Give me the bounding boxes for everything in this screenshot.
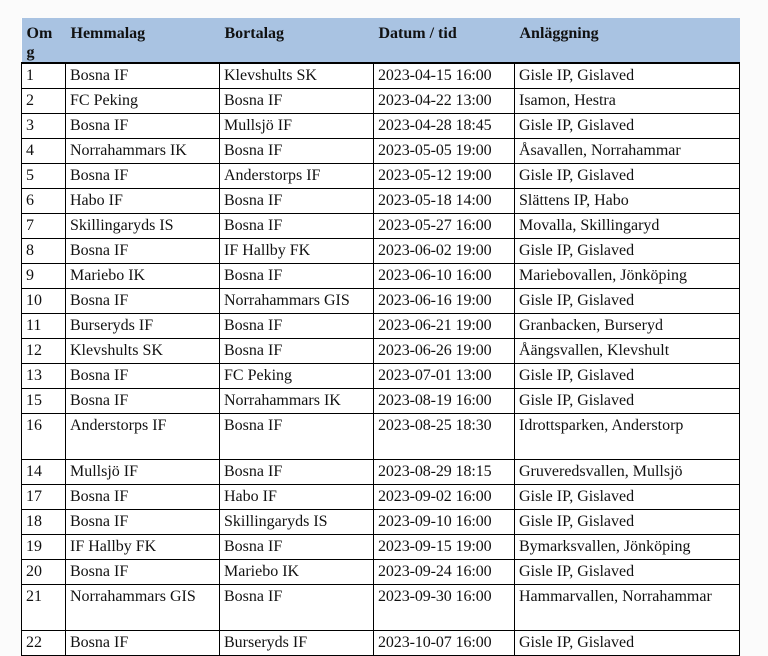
venue-cell: Gisle IP, Gislaved: [515, 559, 740, 584]
away-team-cell: Mariebo IK: [220, 559, 374, 584]
round-cell: 4: [22, 138, 66, 163]
venue-cell: Hammarvallen, Norrahammar: [515, 584, 740, 630]
table-header: [22, 18, 740, 63]
home-team-cell: Norrahammars GIS: [66, 584, 220, 630]
header-venue: Anläggning: [515, 18, 740, 63]
home-team-cell: Bosna IF: [66, 630, 220, 655]
away-team-cell: Bosna IF: [220, 413, 374, 459]
home-team-cell: Habo IF: [66, 188, 220, 213]
table-row: [22, 559, 740, 584]
date-time-cell: 2023-09-24 16:00: [374, 559, 515, 584]
date-time-cell: 2023-05-18 14:00: [374, 188, 515, 213]
date-time-cell: 2023-08-25 18:30: [374, 413, 515, 459]
table-row: [22, 630, 740, 655]
home-team-cell: Mariebo IK: [66, 263, 220, 288]
venue-cell: Granbacken, Burseryd: [515, 313, 740, 338]
away-team-cell: IF Hallby FK: [220, 238, 374, 263]
date-time-cell: 2023-05-12 19:00: [374, 163, 515, 188]
round-cell: 14: [22, 459, 66, 484]
round-cell: 10: [22, 288, 66, 313]
away-team-cell: Mullsjö IF: [220, 113, 374, 138]
venue-cell: Gisle IP, Gislaved: [515, 484, 740, 509]
home-team-cell: IF Hallby FK: [66, 534, 220, 559]
table-row: [22, 213, 740, 238]
date-time-cell: 2023-06-02 19:00: [374, 238, 515, 263]
table-row: [22, 63, 740, 88]
venue-cell: Idrottsparken, Anderstorp: [515, 413, 740, 459]
table-row: [22, 313, 740, 338]
table-row: [22, 163, 740, 188]
venue-cell: Gruveredsvallen, Mullsjö: [515, 459, 740, 484]
table-row: [22, 263, 740, 288]
away-team-cell: Bosna IF: [220, 459, 374, 484]
away-team-cell: Bosna IF: [220, 188, 374, 213]
away-team-cell: Norrahammars IK: [220, 388, 374, 413]
venue-cell: Åsavallen, Norrahammar: [515, 138, 740, 163]
table-row: [22, 484, 740, 509]
round-cell: 17: [22, 484, 66, 509]
round-cell: 13: [22, 363, 66, 388]
venue-cell: Mariebovallen, Jönköping: [515, 263, 740, 288]
round-cell: 18: [22, 509, 66, 534]
away-team-cell: Bosna IF: [220, 138, 374, 163]
home-team-cell: Skillingaryds IS: [66, 213, 220, 238]
table-row: [22, 509, 740, 534]
match-schedule-table: [21, 18, 740, 656]
date-time-cell: 2023-06-21 19:00: [374, 313, 515, 338]
header-away-team: Bortalag: [220, 18, 374, 63]
venue-cell: Movalla, Skillingaryd: [515, 213, 740, 238]
round-cell: 16: [22, 413, 66, 459]
round-cell: 19: [22, 534, 66, 559]
home-team-cell: Bosna IF: [66, 113, 220, 138]
date-time-cell: 2023-04-15 16:00: [374, 63, 515, 88]
date-time-cell: 2023-05-27 16:00: [374, 213, 515, 238]
header-round: Om g: [22, 18, 66, 63]
away-team-cell: Bosna IF: [220, 534, 374, 559]
round-cell: 8: [22, 238, 66, 263]
venue-cell: Åängsvallen, Klevshult: [515, 338, 740, 363]
venue-cell: Gisle IP, Gislaved: [515, 288, 740, 313]
date-time-cell: 2023-06-10 16:00: [374, 263, 515, 288]
header-date-time: Datum / tid: [374, 18, 515, 63]
table-row: [22, 188, 740, 213]
away-team-cell: Habo IF: [220, 484, 374, 509]
round-cell: 9: [22, 263, 66, 288]
home-team-cell: Bosna IF: [66, 509, 220, 534]
venue-cell: Gisle IP, Gislaved: [515, 388, 740, 413]
table-row: [22, 338, 740, 363]
round-cell: 6: [22, 188, 66, 213]
venue-cell: Bymarksvallen, Jönköping: [515, 534, 740, 559]
venue-cell: Slättens IP, Habo: [515, 188, 740, 213]
venue-cell: Gisle IP, Gislaved: [515, 363, 740, 388]
venue-cell: Gisle IP, Gislaved: [515, 630, 740, 655]
date-time-cell: 2023-06-26 19:00: [374, 338, 515, 363]
home-team-cell: Bosna IF: [66, 559, 220, 584]
round-cell: 22: [22, 630, 66, 655]
table-row: [22, 88, 740, 113]
round-cell: 11: [22, 313, 66, 338]
home-team-cell: Bosna IF: [66, 484, 220, 509]
away-team-cell: Klevshults SK: [220, 63, 374, 88]
round-cell: 20: [22, 559, 66, 584]
home-team-cell: Anderstorps IF: [66, 413, 220, 459]
date-time-cell: 2023-07-01 13:00: [374, 363, 515, 388]
away-team-cell: Bosna IF: [220, 584, 374, 630]
away-team-cell: Bosna IF: [220, 88, 374, 113]
date-time-cell: 2023-04-28 18:45: [374, 113, 515, 138]
date-time-cell: 2023-09-15 19:00: [374, 534, 515, 559]
date-time-cell: 2023-09-10 16:00: [374, 509, 515, 534]
table-row: [22, 138, 740, 163]
away-team-cell: Bosna IF: [220, 338, 374, 363]
away-team-cell: Bosna IF: [220, 213, 374, 238]
date-time-cell: 2023-10-07 16:00: [374, 630, 515, 655]
home-team-cell: Norrahammars IK: [66, 138, 220, 163]
round-cell: 5: [22, 163, 66, 188]
table-body: [22, 63, 740, 655]
away-team-cell: Burseryds IF: [220, 630, 374, 655]
home-team-cell: FC Peking: [66, 88, 220, 113]
table-row: [22, 534, 740, 559]
venue-cell: Gisle IP, Gislaved: [515, 163, 740, 188]
date-time-cell: 2023-05-05 19:00: [374, 138, 515, 163]
venue-cell: Isamon, Hestra: [515, 88, 740, 113]
date-time-cell: 2023-09-02 16:00: [374, 484, 515, 509]
header-row: [22, 18, 740, 63]
home-team-cell: Klevshults SK: [66, 338, 220, 363]
round-cell: 15: [22, 388, 66, 413]
table-row: [22, 459, 740, 484]
venue-cell: Gisle IP, Gislaved: [515, 63, 740, 88]
home-team-cell: Bosna IF: [66, 288, 220, 313]
round-cell: 1: [22, 63, 66, 88]
home-team-cell: Bosna IF: [66, 163, 220, 188]
table-row: [22, 413, 740, 459]
date-time-cell: 2023-08-29 18:15: [374, 459, 515, 484]
date-time-cell: 2023-08-19 16:00: [374, 388, 515, 413]
venue-cell: Gisle IP, Gislaved: [515, 509, 740, 534]
round-cell: 12: [22, 338, 66, 363]
table-row: [22, 238, 740, 263]
table-row: [22, 584, 740, 630]
home-team-cell: Burseryds IF: [66, 313, 220, 338]
table-row: [22, 113, 740, 138]
away-team-cell: Skillingaryds IS: [220, 509, 374, 534]
home-team-cell: Mullsjö IF: [66, 459, 220, 484]
table-row: [22, 288, 740, 313]
venue-cell: Gisle IP, Gislaved: [515, 238, 740, 263]
away-team-cell: Bosna IF: [220, 313, 374, 338]
venue-cell: Gisle IP, Gislaved: [515, 113, 740, 138]
home-team-cell: Bosna IF: [66, 388, 220, 413]
table-row: [22, 388, 740, 413]
home-team-cell: Bosna IF: [66, 238, 220, 263]
round-cell: 7: [22, 213, 66, 238]
round-cell: 3: [22, 113, 66, 138]
date-time-cell: 2023-04-22 13:00: [374, 88, 515, 113]
header-home-team: Hemmalag: [66, 18, 220, 63]
home-team-cell: Bosna IF: [66, 363, 220, 388]
table-row: [22, 363, 740, 388]
away-team-cell: Anderstorps IF: [220, 163, 374, 188]
date-time-cell: 2023-06-16 19:00: [374, 288, 515, 313]
away-team-cell: FC Peking: [220, 363, 374, 388]
round-cell: 21: [22, 584, 66, 630]
date-time-cell: 2023-09-30 16:00: [374, 584, 515, 630]
home-team-cell: Bosna IF: [66, 63, 220, 88]
away-team-cell: Bosna IF: [220, 263, 374, 288]
away-team-cell: Norrahammars GIS: [220, 288, 374, 313]
round-cell: 2: [22, 88, 66, 113]
